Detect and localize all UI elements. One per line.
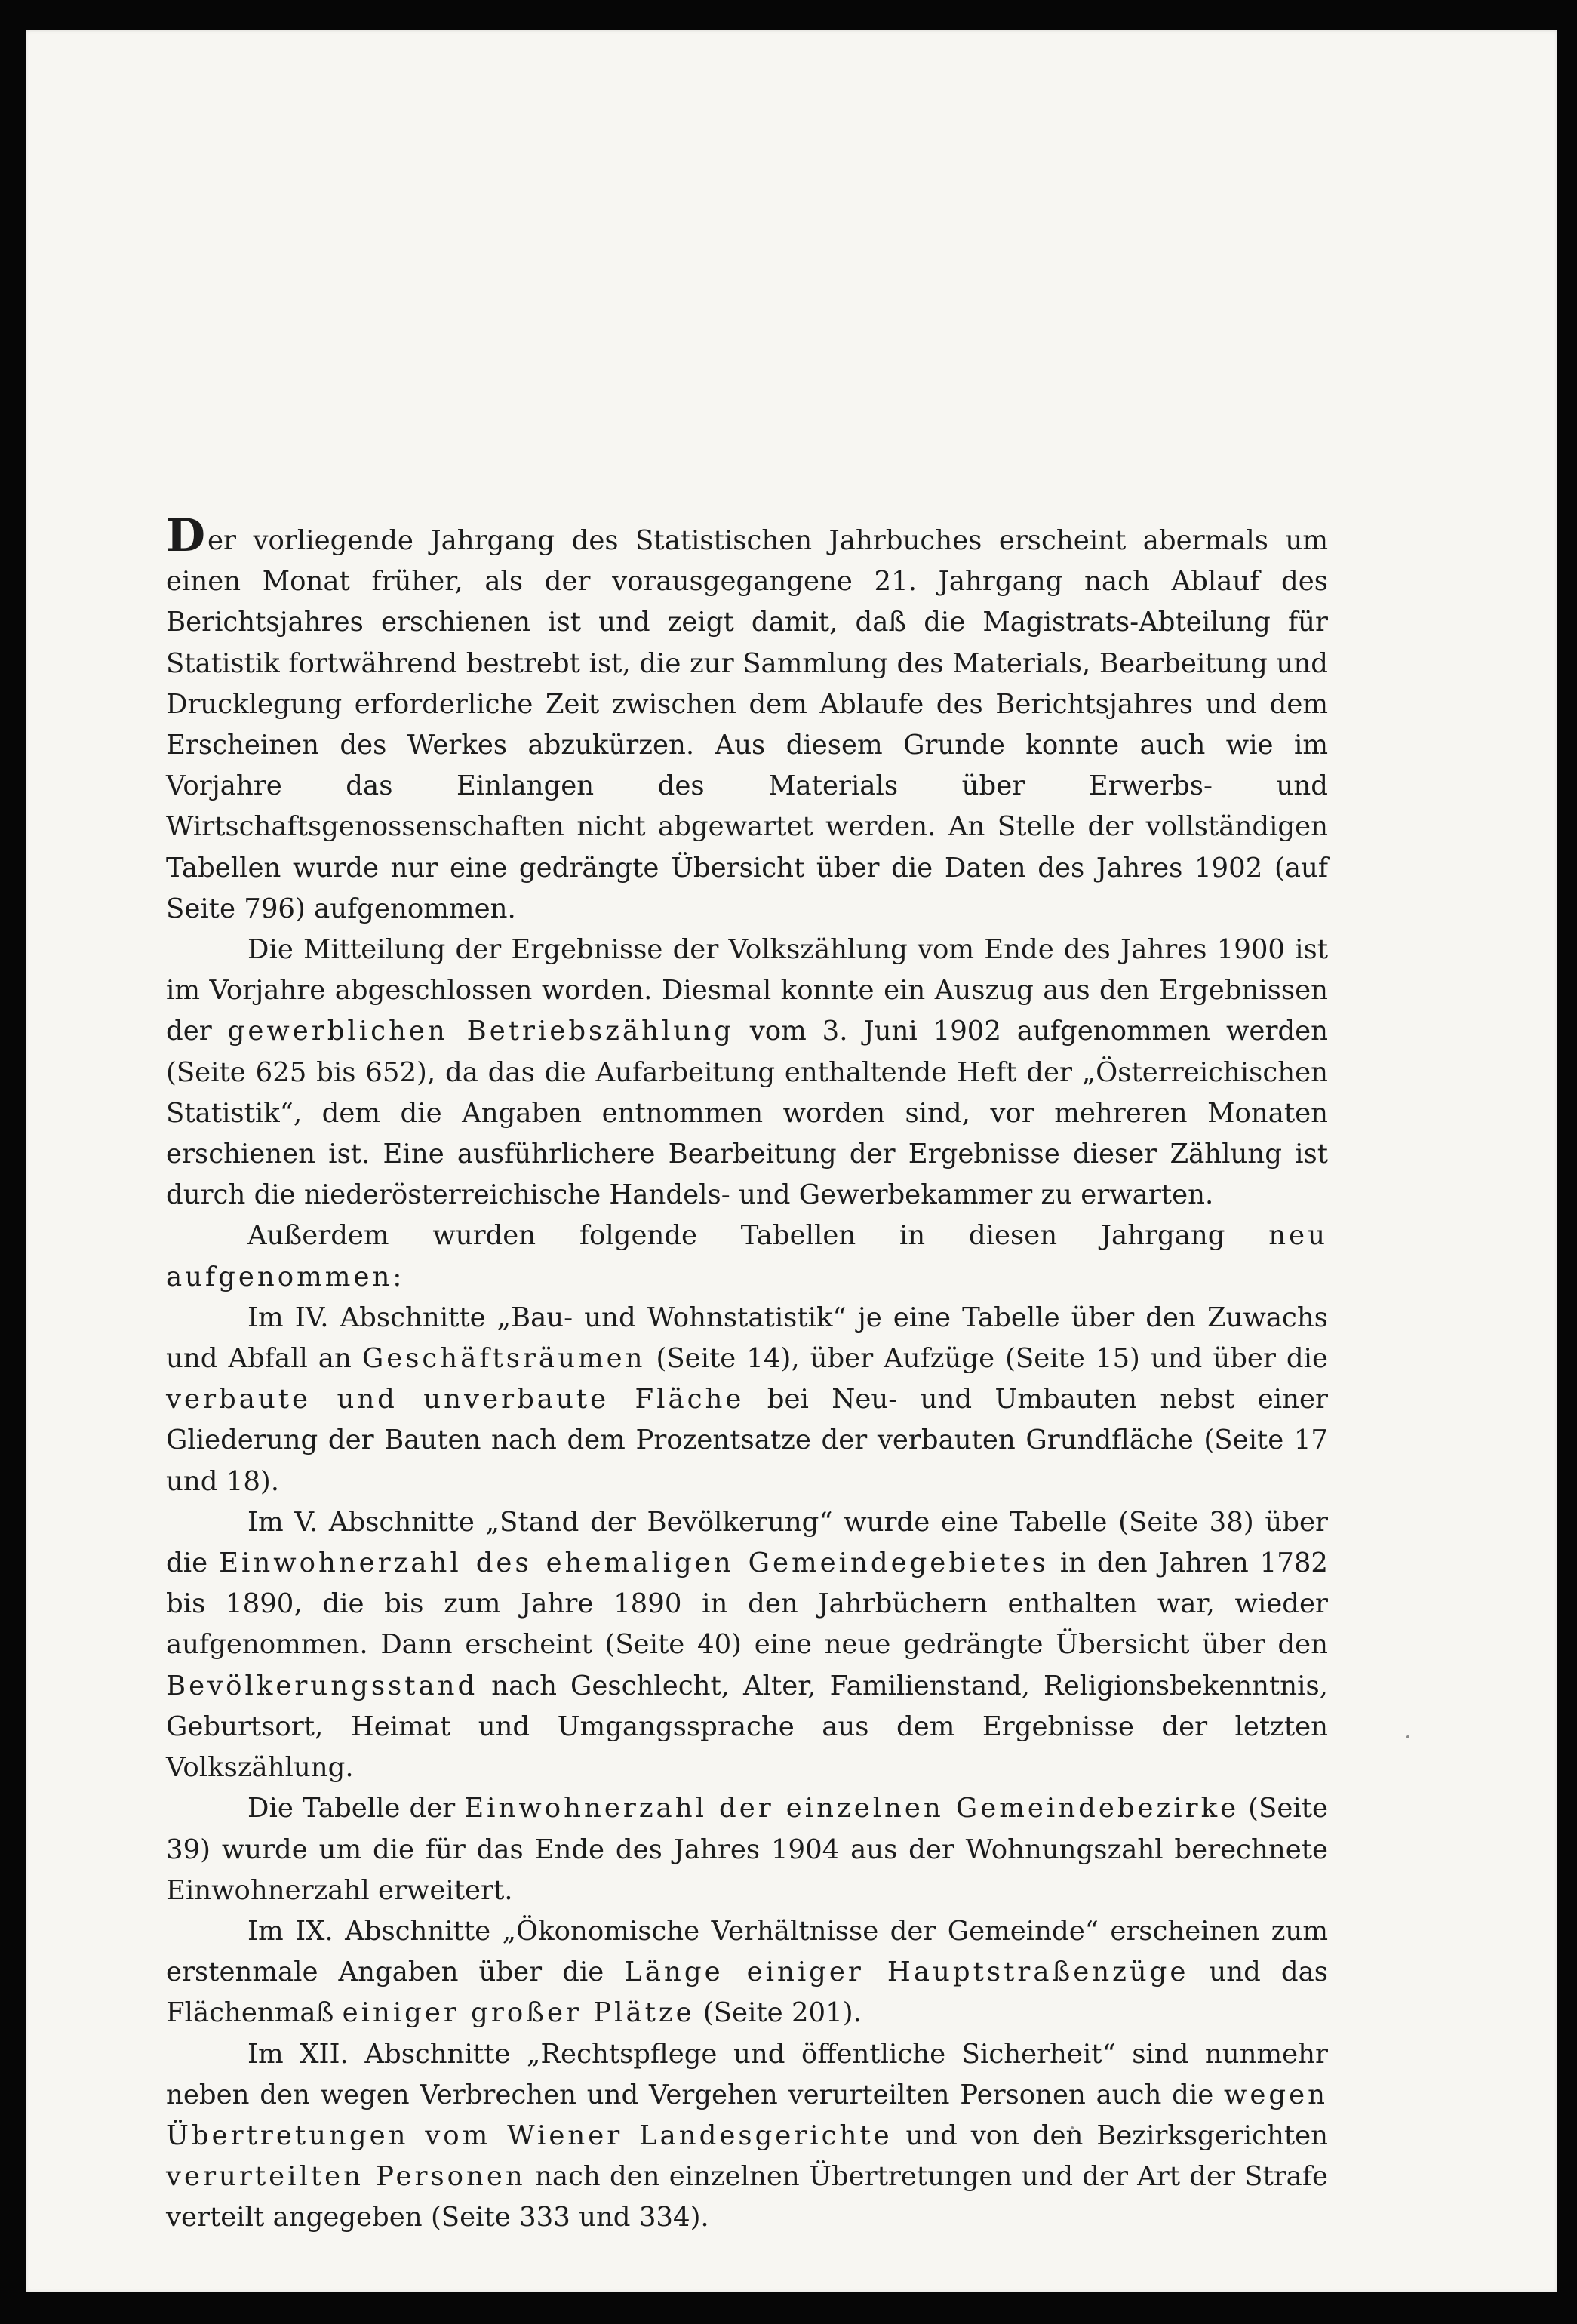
emphasis-text: Einwohnerzahl des ehemaligen Gemeindegebietes (219, 1548, 1049, 1579)
emphasis-text: Geschäftsräumen (361, 1343, 646, 1375)
body-text (166, 509, 1329, 2239)
paragraph-text: nach Geschlecht, Alter, Familienstand, Religionsbekenntnis, Geburtsort, Heimat und Umgangssprache aus dem Ergebnisse der letzten Volkszählung. (166, 1670, 1328, 1784)
scan-speck (1406, 1735, 1409, 1738)
paragraph-text: vom 3. Juni 1902 aufgenommen werden (Seite 625 bis 652), da das die Aufarbeitung enthaltende Heft der „Österreichischen Statistik“, dem die Angaben entnommen worden sind, vor mehreren Monaten erschienen ist. Eine ausführlichere Bearbeitung der Ergebnisse dieser Zählung ist durch die niederösterreichische Handels- und Gewerbekammer zu erwarten. (166, 1016, 1329, 1211)
paragraph-abschnitt-iv (166, 1298, 1328, 1502)
paragraph-text: in den Jahren 1782 bis 1890, die bis zum Jahre 1890 in den Jahrbüchern enthalten war, wieder aufgenommen. Dann erscheint (Seite 40) eine neue gedrängte Übersicht über den (166, 1548, 1329, 1661)
paragraph-abschnitt-xii (166, 2034, 1328, 2239)
emphasis-text: gewerblichen Betriebszählung (227, 1016, 734, 1047)
paragraph-text: Im IV. Abschnitte „Bau- und Wohnstatistik“ je eine Tabelle über den Zuwachs und Abfall an (166, 1302, 1328, 1375)
paragraph-gemeindebezirke (166, 1788, 1328, 1911)
paragraph-text: er vorliegende Jahrgang des Statistischen Jahrbuches erscheint abermals um einen Monat früher, als der vorausgegangene 21. Jahrgang nach Ablauf des Berichtsjahres erschienen ist und zeigt damit, daß die Magistrats-Abteilung für Statistik fortwährend bestrebt ist, die zur Sammlung des Materials, Bearbeitung und Drucklegung erforderliche Zeit zwischen dem Ablaufe des Berichtsjahres und dem Erscheinen des Werkes abzukürzen. Aus diesem Grunde konnte auch wie im Vorjahre das Einlangen des Materials über Erwerbs- und Wirtschaftsgenossenschaften nicht abgewartet werden. An Stelle der vollständigen Tabellen wurde nur eine gedrängte Übersicht über die Daten des Jahres 1902 (auf Seite 796) aufgenommen. (166, 525, 1328, 924)
paragraph-text: und das Flächenmaß (166, 1957, 1328, 2029)
paragraph-text: Die Mitteilung der Ergebnisse der Volkszählung vom Ende des Jahres 1900 ist im Vorjahre abgeschlossen worden. Diesmal konnte ein Auszug aus den Ergebnissen der (166, 934, 1328, 1047)
emphasis-text: Einwohnerzahl der einzelnen Gemeindebezirke (464, 1793, 1240, 1824)
paragraph-abschnitt-ix (166, 1911, 1328, 2034)
paragraph-text: Außerdem wurden folgende Tabellen in diesen Jahrgang (247, 1220, 1269, 1252)
paragraph-text: Die Tabelle der (247, 1793, 465, 1824)
paragraph-text: (Seite 14), über Aufzüge (Seite 15) und über die (645, 1343, 1328, 1375)
emphasis-text: wegen Übertretungen vom Wiener Landesgerichte (166, 2079, 1328, 2151)
paragraph-volkszaehlung (166, 930, 1328, 1216)
paragraph-text: (Seite 39) wurde um die für das Ende des Jahres 1904 aus der Wohnungszahl berechnete Einwohnerzahl erweitert. (166, 1793, 1328, 1906)
emphasis-text: verurteilten Personen (166, 2161, 526, 2193)
paragraph-text: Im V. Abschnitte „Stand der Bevölkerung“ wurde eine Tabelle (Seite 38) über die (166, 1506, 1328, 1579)
paragraph-text: Im XII. Abschnitte „Rechtspflege und öffentliche Sicherheit“ sind nunmehr neben den wegen Verbrechen und Vergehen verurteilten Personen auch die (166, 2038, 1328, 2110)
paragraph-text: Im IX. Abschnitte „Ökonomische Verhältnisse der Gemeinde“ erscheinen zum erstenmale Angaben über die (166, 1915, 1328, 1988)
emphasis-text: Bevölkerungsstand (166, 1670, 478, 1702)
emphasis-text: neu aufgenommen: (166, 1220, 1328, 1293)
paragraph-neue-tabellen (166, 1216, 1328, 1297)
emphasis-text: Länge einiger Hauptstraßenzüge (624, 1957, 1189, 1988)
paragraph-text: und von den Bezirksgerichten (892, 2120, 1328, 2151)
emphasis-text: einiger großer Plätze (342, 1997, 695, 2029)
paragraph-abschnitt-v (166, 1502, 1328, 1788)
paragraph-intro (166, 509, 1328, 930)
paragraph-text: bei Neu- und Umbauten nebst einer Gliederung der Bauten nach dem Prozentsatze der verbauten Grundfläche (Seite 17 und 18). (166, 1384, 1329, 1497)
paragraph-text: (Seite 201). (694, 1997, 862, 2029)
emphasis-text: verbaute und unverbaute Fläche (166, 1384, 745, 1416)
paragraph-text: nach den einzelnen Übertretungen und der Art der Strafe verteilt angegeben (Seite 333 und 334). (166, 2161, 1328, 2233)
drop-cap: D (166, 509, 206, 562)
